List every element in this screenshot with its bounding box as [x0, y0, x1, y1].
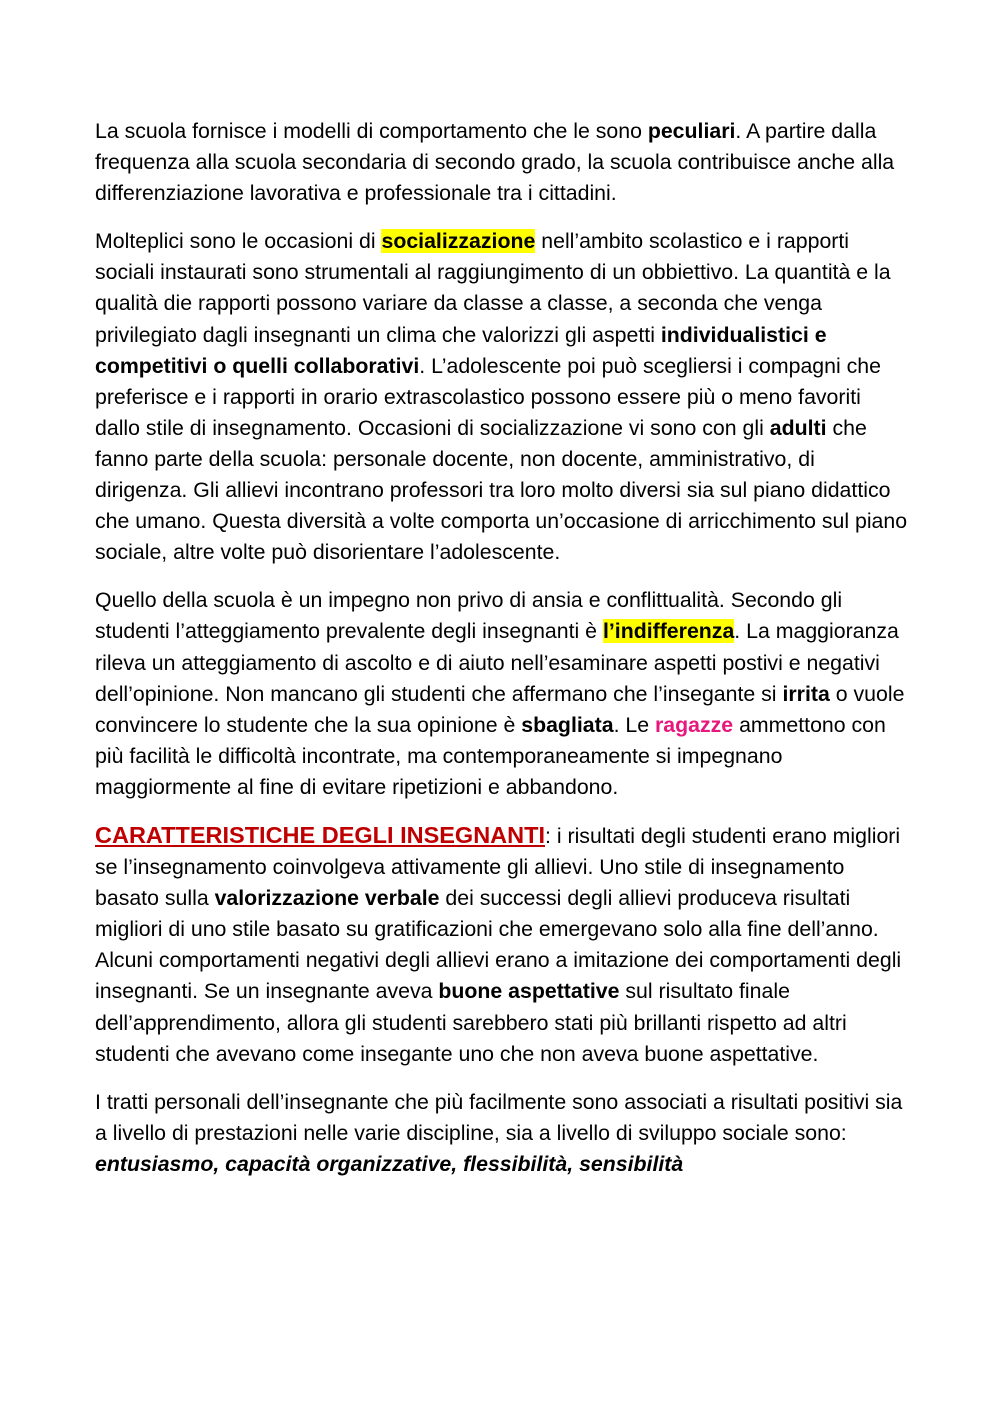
- text-run: ammettono con più facilità le difficoltà incontrate, ma contemporaneamente si impegnano maggiormente al fine di evitare ripetizioni e abbandono.: [95, 712, 886, 799]
- paragraph-school-commitment: [95, 585, 910, 803]
- text-run: dei successi degli allievi produceva risultati migliori di uno stile basato su gratificazioni che emergevano solo alla fine dell’anno. Alcuni comportamenti negativi degli allievi erano a imitazione dei comportamenti degli insegnanti. Se un insegnante aveva: [95, 886, 902, 1004]
- text-run: : i risultati degli studenti erano migliori se l’insegnamento coinvolgeva attivamente gli allievi. Uno stile di insegnamento basato sulla: [95, 823, 901, 911]
- text-run: nell’ambito scolastico e i rapporti sociali instaurati sono strumentali al raggiungimento di un obbiettivo. La quantità e la qualità die rapporti possono variare da classe a classe, a seconda che venga privilegiato dagli insegnanti un clima che valorizzi gli aspetti: [95, 229, 891, 347]
- highlighted-term-socializzazione: socializzazione: [381, 229, 536, 254]
- document-page: [95, 116, 910, 1197]
- bold-term-irrita: irrita: [782, 681, 830, 706]
- text-run: . A partire dalla frequenza alla scuola secondaria di secondo grado, la scuola contribuisce anche alla differenziazione lavorativa e professionale tra i cittadini.: [95, 119, 895, 206]
- paragraph-school-models: [95, 116, 910, 209]
- colored-term-ragazze: ragazze: [655, 712, 734, 737]
- paragraph-socialization: [95, 226, 910, 568]
- text-run: sul risultato finale dell’apprendimento, allora gli studenti sarebbero stati più brillanti rispetto ad altri studenti che avevano come insegante uno che non aveva buone aspettative.: [95, 979, 847, 1066]
- text-run: . L’adolescente poi può scegliersi i compagni che preferisce e i rapporti in orario extrascolastico possono essere più o meno favoriti dallo stile di insegnamento. Occasioni di socializzazione vi sono con gli: [95, 353, 881, 440]
- bold-term-buone-aspettative: buone aspettative: [438, 979, 620, 1004]
- highlighted-term-indifferenza: l’indifferenza: [602, 619, 735, 644]
- section-heading: CARATTERISTICHE DEGLI INSEGNANTI: [95, 821, 545, 848]
- text-run: I tratti personali dell’insegnante che più facilmente sono associati a risultati positivi sia a livello di prestazioni nelle varie discipline, sia a livello di sviluppo sociale sono:: [95, 1089, 903, 1145]
- text-run: . Le: [613, 712, 656, 737]
- bold-term-peculiari: peculiari: [647, 119, 736, 143]
- bold-term-adulti: adulti: [769, 415, 827, 440]
- bold-term-valorizzazione-verbale: valorizzazione verbale: [214, 886, 440, 911]
- paragraph-teacher-characteristics: [95, 820, 910, 1070]
- text-run: o vuole convincere lo studente che la sua opinione è: [95, 681, 905, 737]
- bold-italic-traits-list: entusiasmo, capacità organizzative, flessibilità, sensibilità: [95, 1151, 684, 1176]
- text-run: . La maggioranza rileva un atteggiamento di ascolto e di aiuto nell’esaminare aspetti postivi e negativi dell’opinione. Non mancano gli studenti che affermano che l’insegante si: [95, 619, 899, 706]
- text-run: La scuola fornisce i modelli di comportamento che le sono: [95, 119, 648, 143]
- text-run: Quello della scuola è un impegno non privo di ansia e conflittualità. Secondo gli studenti l’atteggiamento prevalente degli insegnanti è: [95, 588, 843, 644]
- text-run: Molteplici sono le occasioni di: [95, 229, 382, 254]
- bold-term-individualistic-collaborative: individualistici e competitivi o quelli collaborativi: [95, 322, 827, 378]
- bold-term-sbagliata: sbagliata: [521, 712, 614, 737]
- paragraph-personal-traits: [95, 1087, 910, 1180]
- text-run: che fanno parte della scuola: personale docente, non docente, amministrativo, di dirigenza. Gli allievi incontrano professori tra loro molto diversi sia sul piano didattico che umano. Questa diversità a volte comporta un’occasione di arricchimento sul piano sociale, altre volte può disorientare l’adolescente.: [95, 415, 908, 565]
